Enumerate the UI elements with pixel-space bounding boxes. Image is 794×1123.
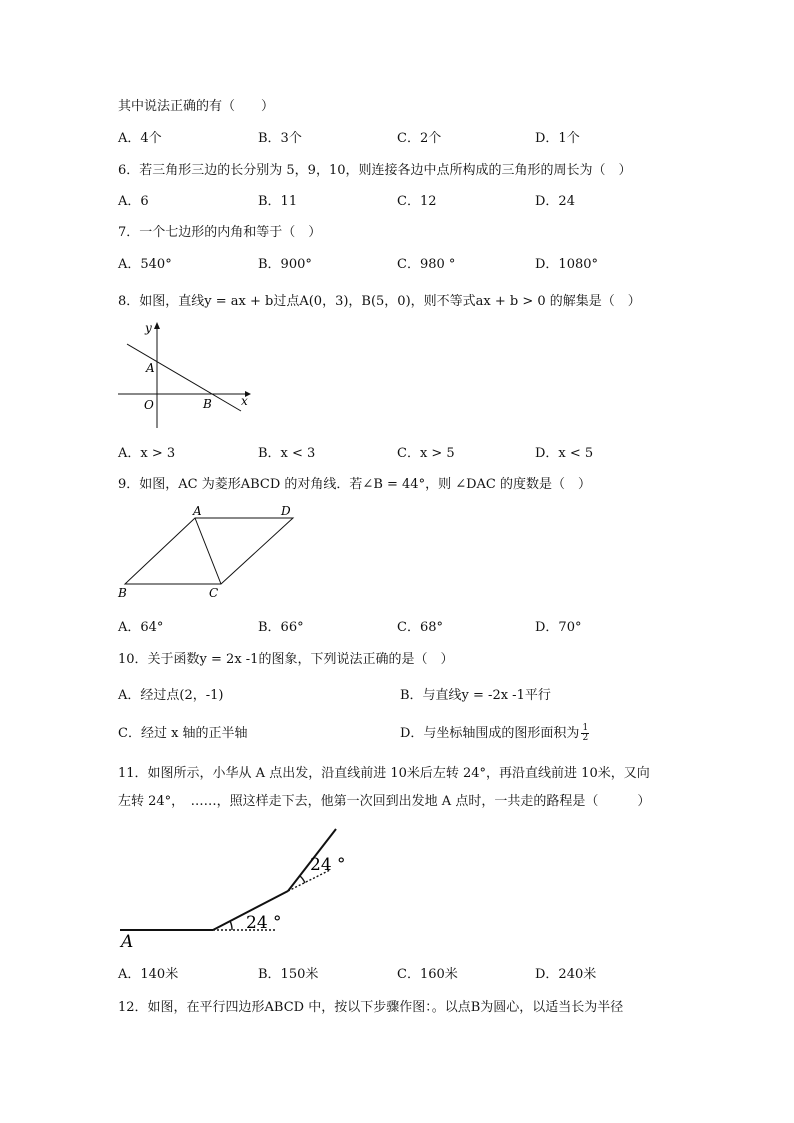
angle-1-label: 24 °: [246, 913, 282, 933]
q11-option-a[interactable]: A．140米: [118, 967, 179, 982]
q6-option-c[interactable]: C．12: [397, 194, 437, 209]
q5-option-d[interactable]: D．1个: [535, 131, 580, 146]
q10-option-a[interactable]: A．经过点(2，-1): [118, 688, 224, 703]
q11-option-b[interactable]: B．150米: [258, 967, 319, 982]
q5-option-c[interactable]: C．2个: [397, 131, 442, 146]
fraction-numerator: 1: [582, 723, 589, 733]
y-axis-arrow: [154, 322, 160, 329]
q8-option-c[interactable]: C．x > 5: [397, 446, 455, 461]
q5-option-b[interactable]: B．3个: [258, 131, 302, 146]
point-a-label: A: [146, 361, 155, 375]
rhombus-abcd: [125, 518, 293, 584]
x-axis-label: x: [241, 394, 248, 408]
q8-option-a[interactable]: A．x > 3: [118, 446, 176, 461]
q11-option-d[interactable]: D．240米: [535, 967, 597, 982]
diagonal-ac: [195, 518, 221, 584]
q7-option-a[interactable]: A．540°: [118, 257, 172, 272]
y-axis-label: y: [145, 321, 152, 335]
angle-2-label: 24 °: [310, 855, 346, 875]
angle-arc-1: [230, 921, 232, 930]
q9-option-d[interactable]: D．70°: [535, 620, 582, 635]
q8-line-graph: [115, 316, 255, 431]
q9-option-c[interactable]: C．68°: [397, 620, 443, 635]
q7-option-c[interactable]: C．980 °: [397, 257, 456, 272]
q10-option-c[interactable]: C．经过 x 轴的正半轴: [118, 726, 248, 741]
vertex-c-label: C: [209, 586, 219, 600]
fraction-one-half: [581, 724, 589, 743]
q5-stem-tail: 其中说法正确的有（ ）: [118, 99, 275, 114]
q7-option-b[interactable]: B．900°: [258, 257, 312, 272]
q7-stem: 7．一个七边形的内角和等于（ ）: [118, 225, 322, 240]
q9-rhombus-figure: [115, 500, 300, 603]
q9-option-b[interactable]: B．66°: [258, 620, 304, 635]
q8-option-d[interactable]: D．x < 5: [535, 446, 594, 461]
q11-option-c[interactable]: C．160米: [397, 967, 458, 982]
vertex-d-label: D: [281, 504, 291, 518]
q10-stem: 10．关于函数y = 2x -1的图象，下列说法正确的是（ ）: [118, 652, 454, 667]
start-point-label: A: [121, 932, 134, 952]
q12-stem: 12．如图，在平行四边形ABCD 中，按以下步骤作图：。以点B为圆心，以适当长为半径: [118, 1000, 624, 1015]
fraction-denominator: 2: [582, 733, 589, 743]
q8-stem: 8．如图，直线y = ax + b过点A(0，3)，B(5，0)，则不等式ax + b > 0 的解集是（ ）: [118, 294, 641, 309]
q6-option-d[interactable]: D．24: [535, 194, 575, 209]
q9-stem: 9．如图，AC 为菱形ABCD 的对角线．若∠B = 44°，则 ∠DAC 的度数是（ ）: [118, 477, 591, 492]
q6-option-a[interactable]: A．6: [118, 194, 149, 209]
q11-stem-line2: 左转 24°， ……，照这样走下去，他第一次回到出发地 A 点时，一共走的路程是（ ）: [118, 794, 651, 809]
q10-option-d[interactable]: [400, 722, 589, 743]
point-b-label: B: [203, 397, 212, 411]
q10-option-d-text: D．与坐标轴围成的图形面积为: [400, 726, 580, 741]
q11-stem-line1: 11．如图所示，小华从 A 点出发，沿直线前进 10米后左转 24°，再沿直线前进 10米，又向: [118, 766, 650, 781]
q10-option-b[interactable]: B．与直线y = -2x -1平行: [400, 688, 551, 703]
q6-option-b[interactable]: B．11: [258, 194, 298, 209]
angle-arc-2: [300, 876, 305, 883]
q8-option-b[interactable]: B．x < 3: [258, 446, 316, 461]
q6-stem: 6．若三角形三边的长分别为 5，9，10，则连接各边中点所构成的三角形的周长为（ ）: [118, 163, 632, 178]
q9-option-a[interactable]: A．64°: [118, 620, 164, 635]
vertex-a-label: A: [193, 504, 202, 518]
q5-option-a[interactable]: A．4个: [118, 131, 162, 146]
q7-option-d[interactable]: D．1080°: [535, 257, 599, 272]
origin-label: O: [144, 398, 154, 412]
q11-path-figure: [118, 822, 358, 952]
vertex-b-label: B: [118, 586, 127, 600]
